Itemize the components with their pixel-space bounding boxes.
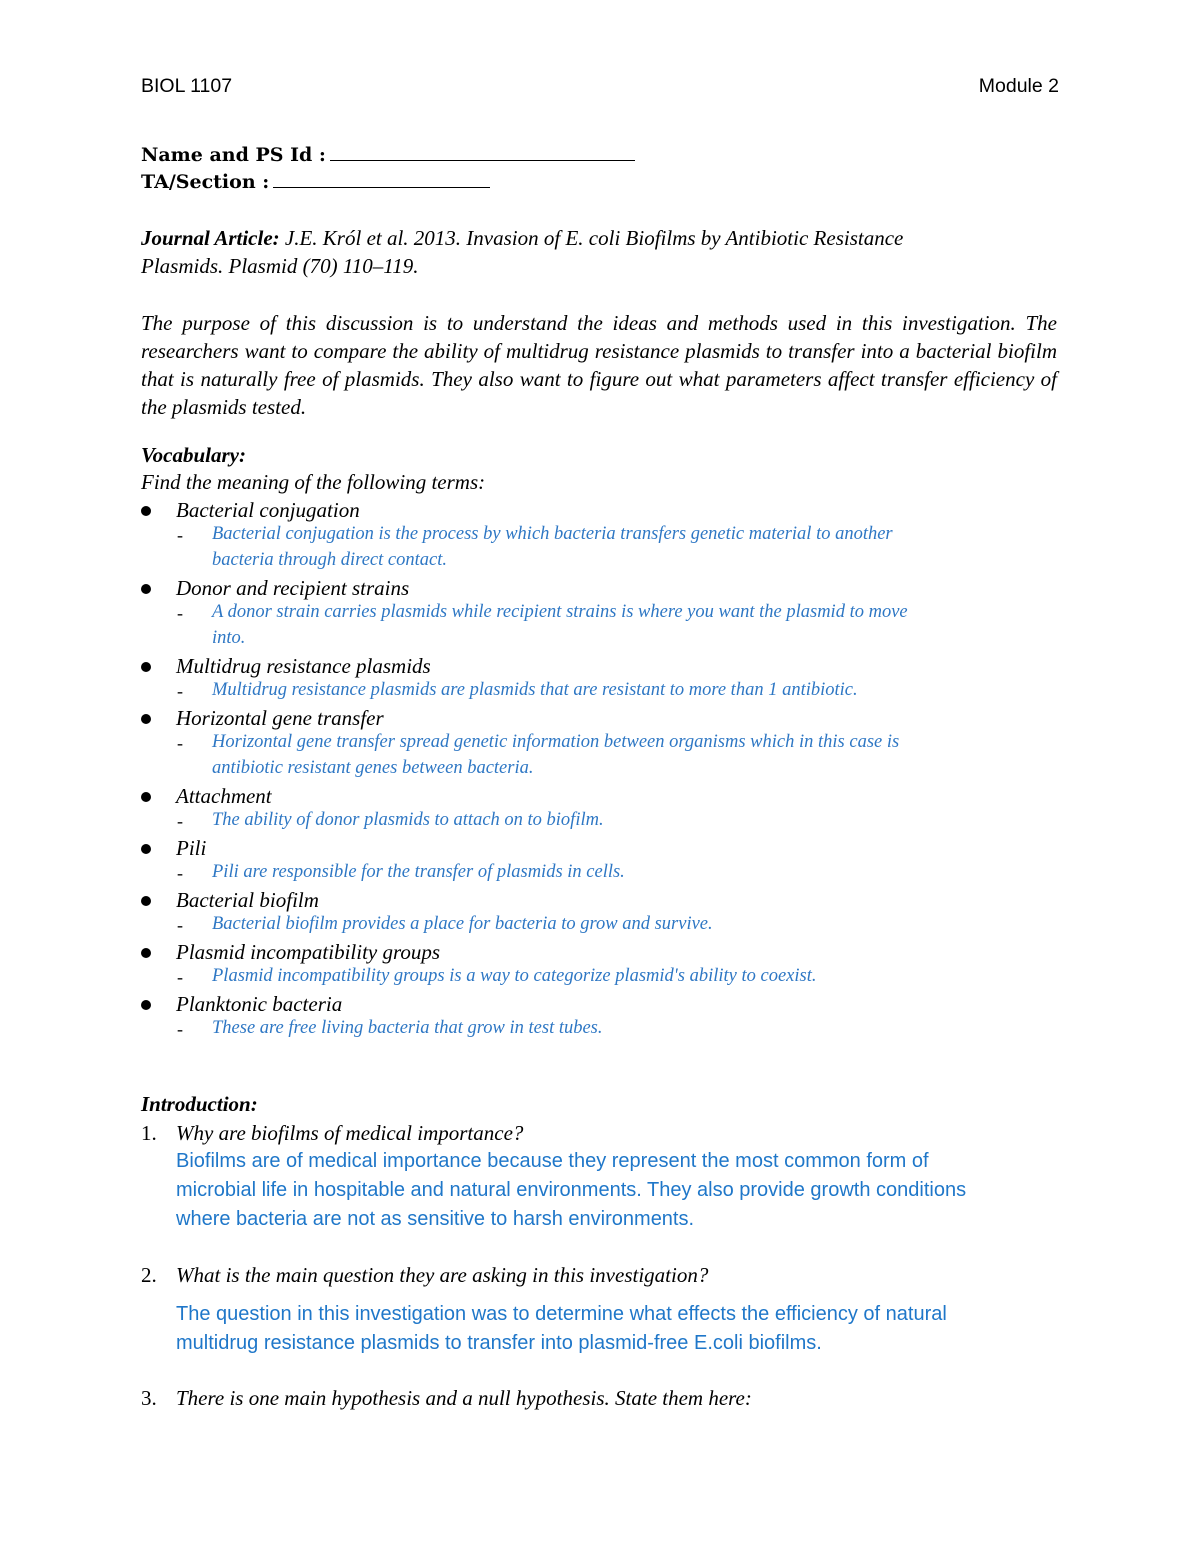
definition-dash: - [177,863,183,883]
definition-dash: - [177,967,183,987]
ta-blank-line[interactable] [273,171,490,188]
definition-dash: - [177,603,183,623]
question-2: What is the main question they are asking in this investigation? [176,1263,709,1287]
course-code: BIOL 1107 [141,75,233,97]
answer-1-line: where bacteria are not as sensitive to harsh environments. [176,1208,695,1230]
vocab-definition-line: A donor strain carries plasmids while recipient strains is where you want the plasmid to move [212,602,908,622]
purpose-text: The purpose of this discussion is to understand the ideas and methods used in this investigation. The researchers want to compare the ability of multidrug resistance plasmids to transfer into a bacterial biofilm that is naturally free of plasmids. They also want to figure out what parameters affect transfer efficiency of the plasmids tested. [141,311,1057,419]
article-citation-line1 [141,226,903,251]
name-label: Name and PS Id : [141,144,326,166]
bullet-icon [141,662,151,672]
vocab-term: Donor and recipient strains [176,576,410,600]
definition-dash: - [177,915,183,935]
vocabulary-heading: Vocabulary: [141,443,246,467]
definition-dash: - [177,525,183,545]
vocab-definition-line: These are free living bacteria that grow in test tubes. [212,1018,603,1038]
vocab-definition-line: Multidrug resistance plasmids are plasmids that are resistant to more than 1 antibiotic. [212,680,858,700]
bullet-icon [141,1000,151,1010]
module-label: Module 2 [978,75,1059,97]
bullet-icon [141,584,151,594]
vocab-definition-line: into. [212,628,246,648]
bullet-icon [141,714,151,724]
vocab-term: Pili [176,836,207,860]
question-3: There is one main hypothesis and a null hypothesis. State them here: [176,1386,752,1410]
question-number: 3. [141,1386,157,1410]
question-number: 1. [141,1121,157,1145]
article-text-1: J.E. Król et al. 2013. Invasion of E. coli Biofilms by Antibiotic Resistance [284,226,904,250]
vocab-definition-line: Bacterial conjugation is the process by which bacteria transfers genetic material to another [212,524,893,544]
vocab-term: Horizontal gene transfer [176,706,384,730]
vocab-definition-line: Horizontal gene transfer spread genetic information between organisms which in this case is [212,732,900,752]
vocab-definition-line: Bacterial biofilm provides a place for bacteria to grow and survive. [212,914,713,934]
definition-dash: - [177,733,183,753]
vocab-definition-line: The ability of donor plasmids to attach on to biofilm. [212,810,604,830]
answer-1-line: microbial life in hospitable and natural environments. They also provide growth conditions [176,1179,967,1201]
vocab-term: Attachment [176,784,272,808]
ta-label: TA/Section : [141,171,270,193]
vocab-definition-line: Plasmid incompatibility groups is a way to categorize plasmid's ability to coexist. [212,966,817,986]
vocab-term: Planktonic bacteria [176,992,343,1016]
vocab-term: Bacterial conjugation [176,498,360,522]
name-field[interactable] [141,144,635,166]
question-1: Why are biofilms of medical importance? [176,1121,524,1145]
definition-dash: - [177,811,183,831]
ta-section-field[interactable] [141,171,490,193]
vocab-definition-line: antibiotic resistant genes between bacteria. [212,758,534,778]
purpose-paragraph [141,309,1057,421]
bullet-icon [141,844,151,854]
bullet-icon [141,896,151,906]
definition-dash: - [177,1019,183,1039]
name-blank-line[interactable] [330,144,635,161]
bullet-icon [141,792,151,802]
article-citation-line2: Plasmids. Plasmid (70) 110–119. [141,254,419,278]
question-number: 2. [141,1263,157,1287]
introduction-heading: Introduction: [141,1092,258,1116]
vocabulary-instruction: Find the meaning of the following terms: [141,470,486,494]
vocab-definition-line: Pili are responsible for the transfer of plasmids in cells. [212,862,625,882]
vocab-term: Multidrug resistance plasmids [176,654,431,678]
answer-2-line: multidrug resistance plasmids to transfer into plasmid-free E.coli biofilms. [176,1332,822,1354]
bullet-icon [141,948,151,958]
vocab-term: Plasmid incompatibility groups [176,940,441,964]
bullet-icon [141,506,151,516]
answer-2-line: The question in this investigation was to determine what effects the efficiency of natural [176,1303,947,1325]
definition-dash: - [177,681,183,701]
answer-1-line: Biofilms are of medical importance because they represent the most common form of [176,1150,929,1172]
article-label: Journal Article: [141,226,280,250]
vocab-term: Bacterial biofilm [176,888,319,912]
vocab-definition-line: bacteria through direct contact. [212,550,447,570]
